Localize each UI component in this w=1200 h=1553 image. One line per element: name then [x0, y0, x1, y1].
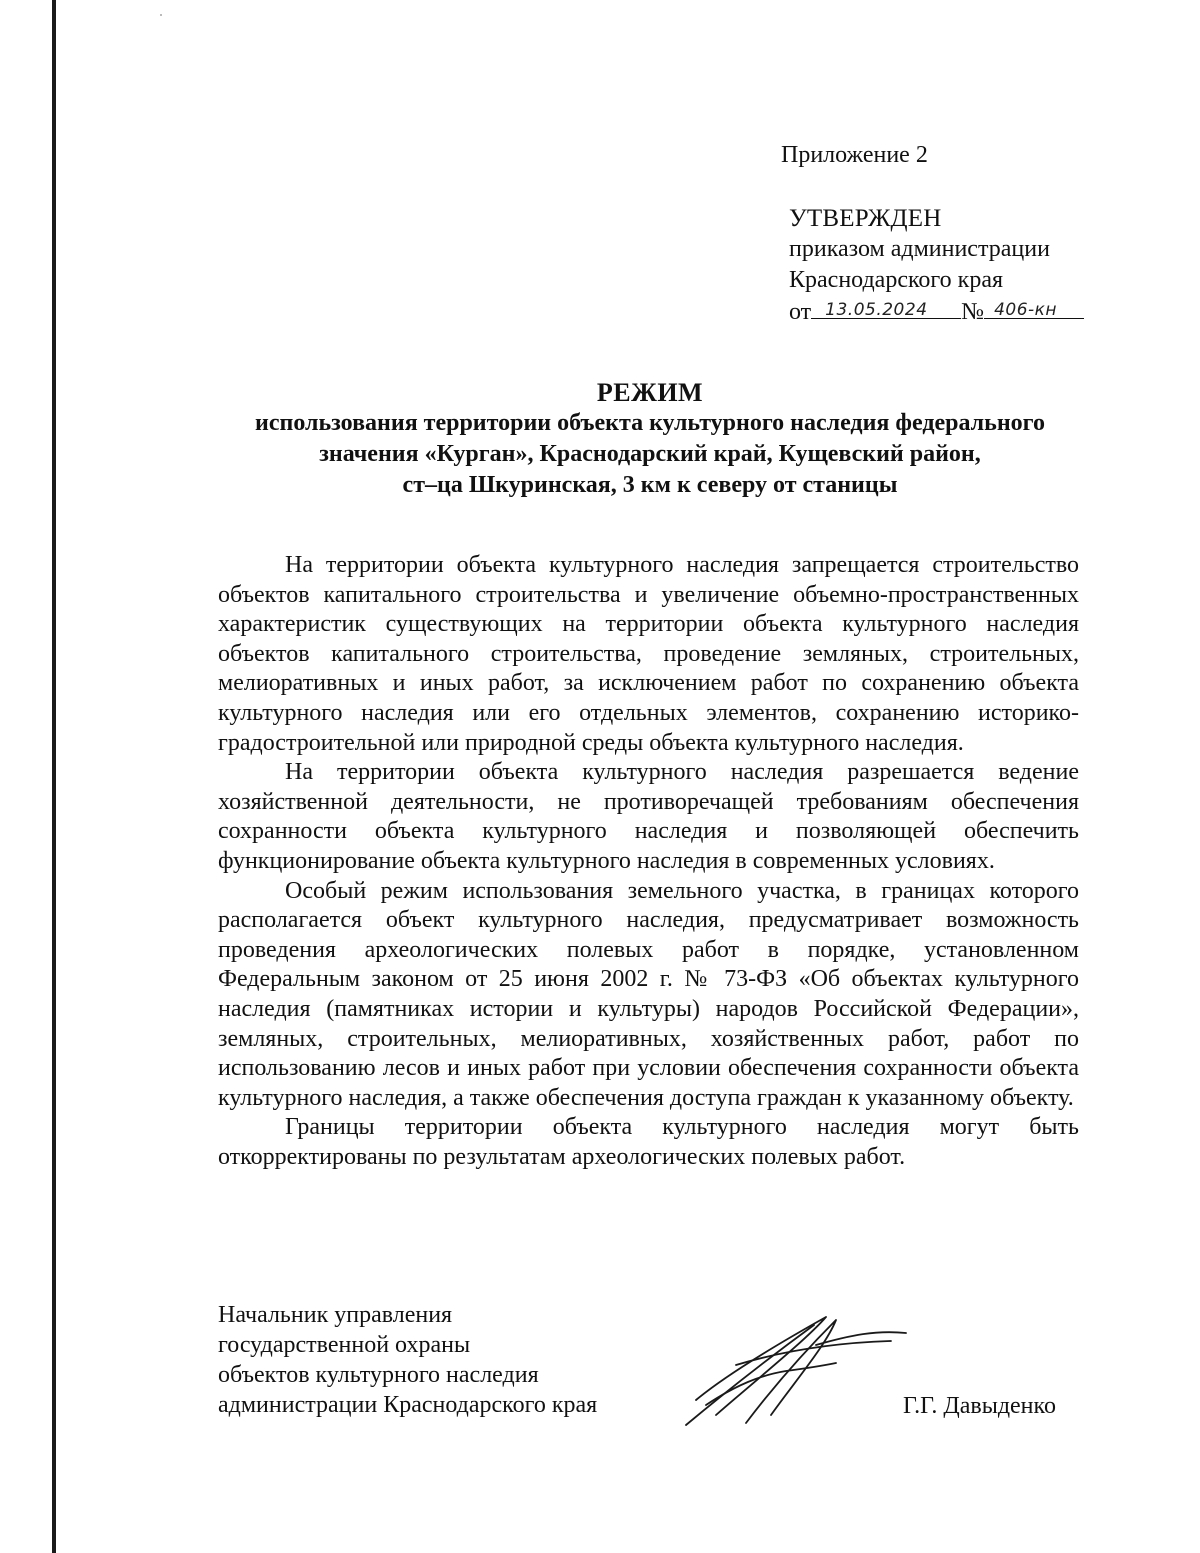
scan-border-line [52, 0, 56, 1553]
document-body [218, 551, 1079, 1172]
order-date-number-line [789, 296, 1084, 328]
body-paragraph-2: На территории объекта культурного наследия разрешается ведение хозяйственной деятельности, не противоречащей требованиям обеспечения сохранности объекта культурного наследия и позволяющей обеспечить функционирование объекта культурного наследия в современных условиях. [218, 759, 1079, 874]
order-number-field [984, 296, 1084, 319]
order-number-handwritten: 406-кн [994, 300, 1058, 320]
approval-block [789, 203, 1084, 328]
scan-artifact [160, 14, 162, 16]
body-paragraph-3: Особый режим использования земельного участка, в границах которого располагается объект культурного наследия, предусматривает возможность проведения археологических полевых работ в порядке, установленном Федеральным законом от 25 июня 2002 г. № 73-ФЗ «Об объектах культурного наследия (памятниках истории и культуры) народов Российской Федерации», земляных, строительных, мелиоративных, хозяйственных работ, работ по использованию лесов и иных работ при условии обеспечения сохранности объекта культурного наследия, а также обеспечения доступа граждан к указанному объекту. [218, 877, 1079, 1111]
number-prefix: № [961, 299, 985, 325]
title-line-2: значения «Курган», Краснодарский край, Кущевский район, [319, 441, 981, 467]
signer-position-line-3: объектов культурного наследия [218, 1362, 539, 1388]
approved-by-line-1: приказом администрации [789, 236, 1050, 262]
signer-position-line-1: Начальник управления [218, 1302, 453, 1328]
signer-position-line-2: государственной охраны [218, 1332, 471, 1358]
title-line-1: использования территории объекта культурного наследия федерального [255, 410, 1045, 436]
signer-position-line-4: администрации Краснодарского края [218, 1392, 598, 1418]
signer-name: Г.Г. Давыденко [903, 1393, 1056, 1419]
handwritten-signature [676, 1305, 916, 1435]
order-date-handwritten: 13.05.2024 [825, 300, 928, 320]
date-prefix: от [789, 299, 812, 325]
approved-label: УТВЕРЖДЕН [789, 205, 942, 232]
signer-position [218, 1300, 597, 1420]
title-heading: РЕЖИМ [596, 378, 704, 407]
order-date-field [811, 296, 961, 319]
document-title [190, 378, 1110, 501]
title-line-3: ст–ца Шкуринская, 3 км к северу от станицы [402, 472, 898, 498]
body-paragraph-4: Границы территории объекта культурного наследия могут быть откорректированы по результатам археологических полевых работ. [218, 1114, 1079, 1170]
appendix-label: Приложение 2 [781, 142, 928, 168]
approved-by-line-2: Краснодарского края [789, 267, 1004, 293]
body-paragraph-1: На территории объекта культурного наследия запрещается строительство объектов капитального строительства и увеличение объемно-пространственных характеристик существующих на территории объекта культурного наследия объектов капитального строительства, проведение земляных, строительных, мелиоративных и иных работ, за исключением работ по сохранению объекта культурного наследия или его отдельных элементов, сохранению историко-градостроительной или природной среды объекта культурного наследия. [218, 552, 1079, 756]
